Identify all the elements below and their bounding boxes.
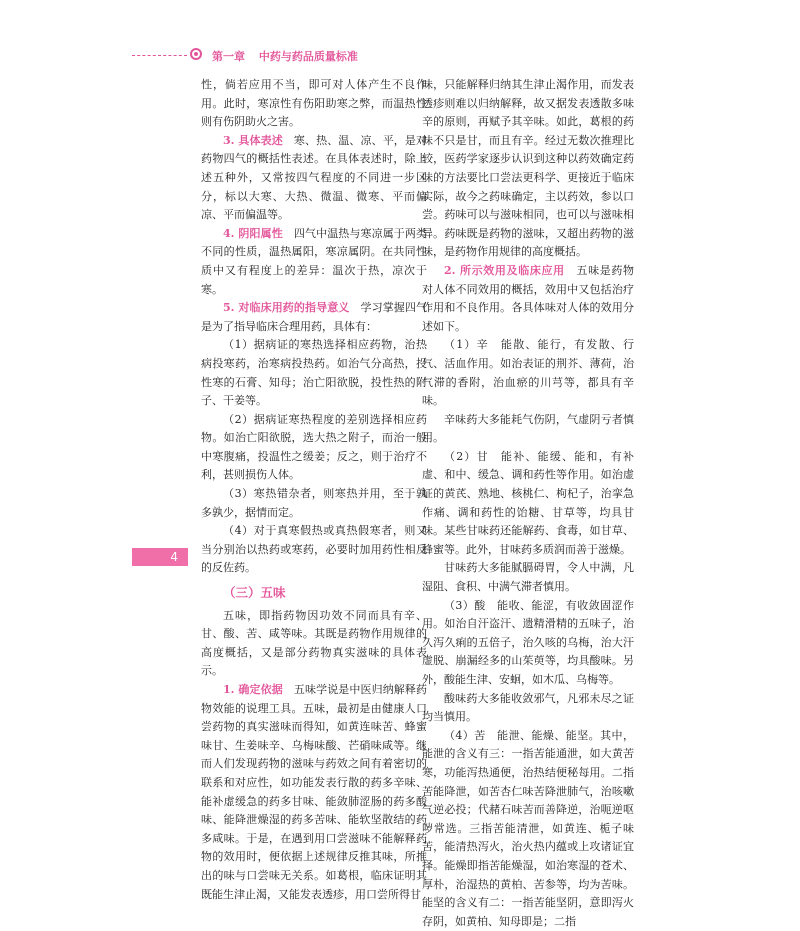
paragraph xyxy=(201,132,427,225)
subheading-keyword: 5. 对临床用药的指导意义 xyxy=(223,301,350,315)
section-heading: （三）五味 xyxy=(223,585,286,601)
paragraph xyxy=(422,559,634,596)
paragraph xyxy=(422,336,634,410)
running-header xyxy=(212,48,358,64)
paragraph-text: （1）据病证的寒热选择相应药物，治热病投寒药，治寒病投热药。如治气分高热，投性寒的石膏、知母；治亡阳欲脱，投性热的附子、干姜等。 xyxy=(201,338,427,408)
paragraph-text: （2）据病证寒热程度的差别选择相应药物。如治亡阳欲脱，选大热之附子，而治一般中寒腹痛，投温性之缓姜；反之，则于治疗不利，甚则损伤人体。 xyxy=(201,412,427,482)
subheading-keyword: 4. 阴阳属性 xyxy=(223,226,283,240)
paragraph-text: 寒、热、温、凉、平，是对药物四气的概括性表述。在具体表述时，除上述五种外，又常按四气程度的不同进一步区分，标以大寒、大热、微温、微寒、平而偏凉、平而偏温等。 xyxy=(201,133,427,222)
paragraph-text: 五味学说是中医归纳解释药物效能的说理工具。五味，最初是由健康人口尝药物的真实滋味而得知，如黄连味苦、蜂蜜味甘、生姜味辛、乌梅味酸、芒硝味咸等。继而人们发现药物的滋味与药效之间有着密切的联系和对应性，如功能发表行散的药多辛味、能补虚缓急的药多甘味、能敛肺涩肠的药多酸味、能降泄燥湿的药多苦味、能软坚散结的药多咸味。于是，在遇到用口尝滋味不能解释药物的效用时，便依据上述规律反推其味，所推出的味与口尝味无关系。如葛根，临床证明其既能生津止渴，又能发表透疹，用口尝所得甘 xyxy=(201,683,427,901)
paragraph xyxy=(422,690,634,727)
subheading-keyword: 3. 具体表述 xyxy=(223,133,283,147)
paragraph-text: 学习掌握四气是为了指导临床合理用药，具体有： xyxy=(201,301,428,333)
left-column xyxy=(201,76,427,904)
paragraph-text: 味，只能解释归纳其生津止渴作用，而发表透疹则难以归纳解释，故又据发表透散多味辛的原则，再赋予其辛味。如此，葛根的药味不只是甘，而且有辛。经过无数次推理比较，医药学家逐步认识到这种以药效确定药味的方法要比口尝法更科学、更接近于临床实际，故今之药味确定，主以药效，参以口尝。药味可以与滋味相同，也可以与滋味相异。药味既是药物的滋味，又超出药物的滋味，是药物作用规律的高度概括。 xyxy=(422,78,634,259)
chapter-title: 中药与药品质量标准 xyxy=(258,50,358,63)
paragraph xyxy=(201,681,427,904)
paragraph xyxy=(422,262,634,336)
paragraph xyxy=(201,607,427,681)
right-column xyxy=(422,76,634,931)
paragraph-text: 酸味药大多能收敛邪气，凡邪未尽之证均当慎用。 xyxy=(422,691,634,724)
chapter-number: 第一章 xyxy=(212,50,245,63)
paragraph-text: （4）对于真寒假热或真热假寒者，则又当分别治以热药或寒药，必要时加用药性相反的反佐药。 xyxy=(201,524,427,575)
paragraph-text: 甘味药大多能腻膈碍胃，令人中满，凡湿阻、食积、中满气滞者慎用。 xyxy=(422,561,634,594)
paragraph-text: （3）酸 能收、能涩，有收敛固涩作用。如治自汗盗汗、遗精滑精的五味子，治久泻久痢的五倍子，治久咳的乌梅，治大汗虚脱、崩漏经多的山茱萸等，均具酸味。另外，酸能生津、安蛔，如木瓜、乌梅等。 xyxy=(422,598,634,686)
paragraph xyxy=(201,299,427,336)
paragraph xyxy=(422,411,634,448)
paragraph-text: 辛味药大多能耗气伤阴，气虚阴亏者慎用。 xyxy=(422,412,634,445)
header-rule xyxy=(132,55,187,56)
paragraph xyxy=(422,727,634,931)
paragraph-text: 四气中温热与寒凉属于两类不同的性质，温热属阳，寒凉属阴。在共同性质中又有程度上的差异：温次于热，凉次于寒。 xyxy=(201,226,427,296)
page-number: 4 xyxy=(132,548,188,566)
paragraph-text: （4）苦 能泄、能燥、能坚。其中，能泄的含义有三：一指苦能通泄，如大黄苦寒，功能泻热通便，治热结便秘每用。二指苦能降泄，如苦杏仁味苦降泄肺气，治咳嗽气逆必投；代赭石味苦而善降逆，治呃逆呕哕常选。三指苦能清泄，如黄连、栀子味苦，能清热泻火，治火热内蕴或上攻诸证宜择。能燥即指苦能燥湿，如治寒湿的苍术、厚朴，治湿热的黄柏、苦参等，均为苦味。能坚的含义有二：一指苦能坚阴，意即泻火存阴，如黄柏、知母即是；二指 xyxy=(422,728,634,928)
paragraph-text: （3）寒热错杂者，则寒热并用，至于孰多孰少，据情而定。 xyxy=(201,487,427,519)
paragraph-text: 五味，即指药物因功效不同而具有辛、甘、酸、苦、咸等味。其既是药物作用规律的高度概括，又是部分药物真实滋味的具体表示。 xyxy=(201,608,427,678)
paragraph-text: （2）甘 能补、能缓、能和，有补虚、和中、缓急、调和药性等作用。如治虚证的黄芪、熟地、核桃仁、枸杞子，治挛急作痛、调和药性的饴糖、甘草等，均具甘味。某些甘味药还能解药、食毒，如甘草、蜂蜜等。此外，甘味药多质润而善于滋燥。 xyxy=(422,449,634,556)
paragraph xyxy=(422,597,634,690)
paragraph xyxy=(422,76,634,262)
paragraph xyxy=(201,522,427,578)
paragraph-text: （1）辛 能散、能行，有发散、行气、活血作用。如治表证的荆芥、薄荷，治气滞的香附，治血瘀的川芎等，都具有辛味。 xyxy=(422,338,634,408)
paragraph xyxy=(201,411,427,485)
subheading-keyword: 2. 所示效用及临床应用 xyxy=(444,263,565,277)
paragraph xyxy=(201,76,427,132)
paragraph xyxy=(201,336,427,410)
paragraph xyxy=(201,225,427,299)
flower-icon xyxy=(190,48,202,60)
paragraph-text: 性，倘若应用不当，即可对人体产生不良作用。此时，寒凉性有伤阳助寒之弊，而温热性则有伤阴助火之害。 xyxy=(201,78,427,129)
paragraph xyxy=(201,485,427,522)
subheading-keyword: 1. 确定依据 xyxy=(223,683,283,696)
paragraph-text: 五味是药物对人体不同效用的概括，效用中又包括治疗作用和不良作用。各具体味对人体的效用分述如下。 xyxy=(422,263,635,333)
paragraph xyxy=(422,448,634,560)
